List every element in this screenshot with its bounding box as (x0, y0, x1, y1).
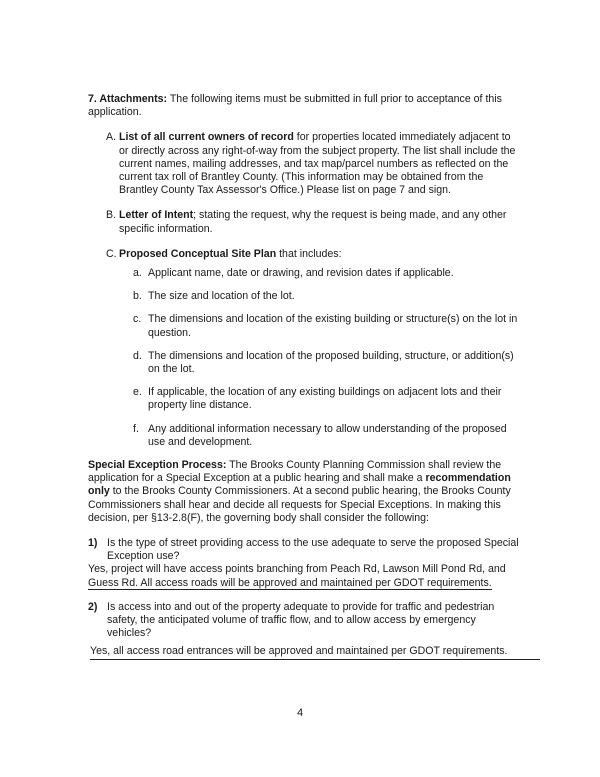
answer-1 (88, 563, 522, 589)
attachment-text: for properties located immediately adjacent to or directly across any right-of-way from the subject property. The list shall include the current names, mailing addresses, and tax map/parcel numbers as reflected on the current tax roll of Brantley County. (This information may be obtained from the Brantley County Tax Assessor's Office.) Please list on page 7 and sign. (119, 131, 516, 197)
question-2 (88, 601, 522, 641)
attachment-title: List of all current owners of record (119, 131, 294, 144)
special-exception-paragraph (88, 459, 522, 525)
attachment-text: that includes: (276, 247, 342, 260)
question-text: Is access into and out of the property adequate to provide for traffic and pedestrian safety, the anticipated volume of traffic flow, and to allow access by emergency vehicles? (107, 600, 495, 640)
attachment-marker: C. (106, 247, 117, 260)
site-plan-text: The dimensions and location of the existing building or structure(s) on the lot in question. (148, 313, 518, 339)
section-7-heading: 7. Attachments: (88, 93, 168, 105)
attachment-item-b (88, 209, 522, 235)
attachment-item-c (88, 248, 522, 449)
section-7-paragraph (88, 93, 522, 119)
special-exception-heading: Special Exception Process: (88, 459, 227, 472)
answer-1-line-2: Guess Rd. All access roads will be approved and maintained per GDOT requirements. (88, 576, 492, 589)
special-exception-text: The Brooks County Planning Commission shall review the application for a Special Exception at a public hearing and shall make a (88, 459, 502, 485)
site-plan-text: If applicable, the location of any existing buildings on adjacent lots and their property line distance. (148, 386, 502, 412)
page-number: 4 (296, 707, 304, 719)
site-plan-text: Any additional information necessary to allow understanding of the proposed use and development. (148, 422, 507, 448)
special-exception-text-continued: to the Brooks County Commissioners. At a second public hearing, the Brooks County Commissioners shall hear and decide all requests for Special Exceptions. In making this decision, per §13-2.8(F), the governing body shall consider the following: (88, 485, 511, 524)
attachment-title: Letter of Intent (119, 209, 194, 222)
section-7-text: The following items must be submitted in full prior to acceptance of this application. (88, 93, 502, 119)
answer-1-line-1: Yes, project will have access points branching from Peach Rd, Lawson Mill Pond Rd, and (88, 563, 506, 576)
site-plan-marker: e. (133, 386, 142, 399)
site-plan-item-c (88, 313, 522, 339)
attachment-marker: B. (106, 209, 117, 222)
question-marker: 2) (88, 600, 98, 613)
answer-2: Yes, all access road entrances will be approved and maintained per GDOT requirements. (90, 645, 540, 660)
question-text: Is the type of street providing access to the use adequate to serve the proposed Special Exception use? (107, 537, 519, 563)
site-plan-item-e (88, 386, 522, 412)
site-plan-items-list (88, 267, 522, 449)
question-marker: 1) (88, 537, 98, 550)
site-plan-text: The dimensions and location of the proposed building, structure, or addition(s) on the lot. (148, 349, 514, 376)
attachment-text: ; stating the request, why the request is being made, and any other specific information. (119, 209, 507, 235)
site-plan-text: Applicant name, date or drawing, and revision dates if applicable. (148, 267, 454, 280)
attachments-list (88, 131, 522, 449)
site-plan-marker: a. (133, 267, 142, 280)
recommendation-only-emphasis: recommendation only (88, 472, 511, 498)
site-plan-marker: f. (133, 422, 139, 435)
site-plan-marker: d. (133, 349, 142, 362)
site-plan-item-d (88, 350, 522, 376)
site-plan-text: The size and location of the lot. (148, 290, 295, 303)
site-plan-item-f (88, 423, 522, 449)
attachment-item-a (88, 131, 522, 197)
site-plan-item-a (88, 267, 522, 280)
attachment-title: Proposed Conceptual Site Plan (119, 247, 277, 260)
site-plan-marker: b. (133, 290, 142, 303)
site-plan-item-b (88, 290, 522, 303)
site-plan-marker: c. (133, 313, 142, 326)
question-1 (88, 537, 522, 563)
attachment-marker: A. (106, 131, 117, 144)
